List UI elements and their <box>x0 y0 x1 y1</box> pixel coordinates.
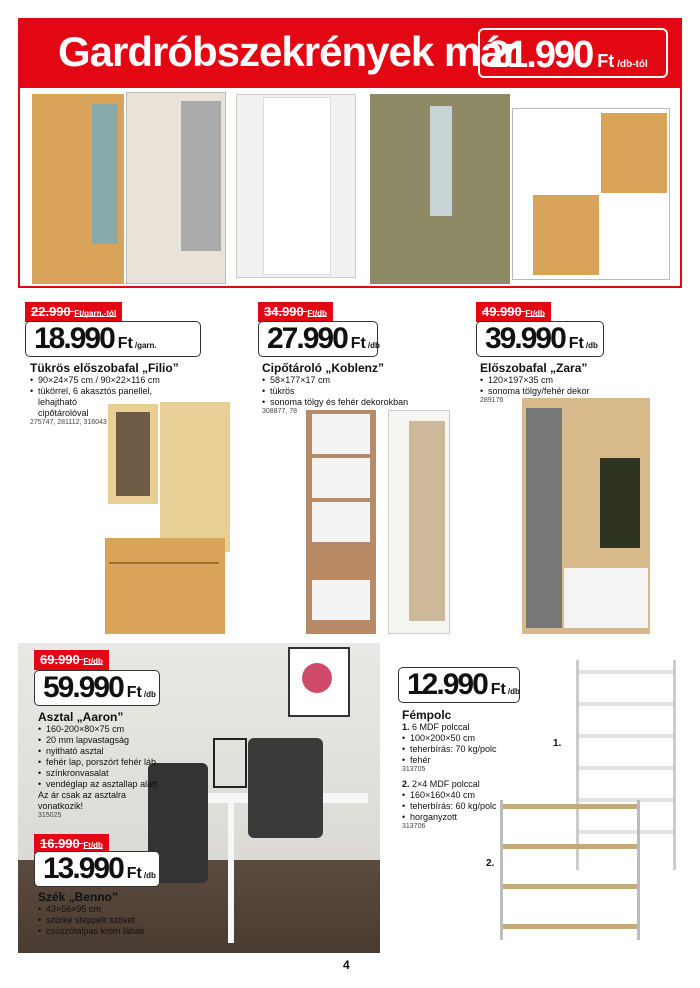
spec-item: • csúszótalpas króm lábak <box>38 926 178 937</box>
header-unit: /db-tól <box>617 59 648 70</box>
benno-price <box>34 851 160 887</box>
product-title: Asztal „Aaron” <box>38 710 124 724</box>
variant-1-heading <box>402 722 522 733</box>
spec-item: • 100×200×50 cm <box>402 733 522 744</box>
wardrobe-image-5 <box>512 108 670 280</box>
header-title: Gardróbszekrények már <box>58 28 518 75</box>
price-unit: /db <box>367 341 380 350</box>
koblenz-price <box>258 321 378 357</box>
spec-item: • teherbírás: 60 kg/polc <box>402 801 522 812</box>
filio-old-price <box>25 302 122 322</box>
price-unit: /db <box>143 871 156 880</box>
shelf-image-label-1: 1. <box>553 738 562 749</box>
spec-item: • 160-200×80×75 cm <box>38 724 178 735</box>
page-number: 4 <box>343 958 350 972</box>
spec-item: • fehér <box>402 755 522 766</box>
spec-item: • 58×177×17 cm <box>262 375 462 386</box>
price-currency: Ft <box>117 335 133 352</box>
spec-item: • horganyzott <box>402 812 522 823</box>
old-price-unit: Ft/db <box>83 657 103 666</box>
price-value: 27.990 <box>267 322 347 355</box>
variant-2-heading <box>402 779 522 790</box>
old-price-value: 22.990 <box>31 304 71 319</box>
filio-hook-panel-image <box>160 402 230 552</box>
shelf-image-label-2: 2. <box>486 858 495 869</box>
price-unit: /db <box>507 687 520 696</box>
spec-item: • 43×56×95 cm <box>38 904 178 915</box>
product-title: Cipőtároló „Koblenz” <box>262 361 384 375</box>
variant-name: 6 MDF polccal <box>412 722 470 732</box>
spec-item: • sonoma tölgy/fehér dekor <box>480 386 680 397</box>
spec-item: • tükörrel, 6 akasztós panellel, <box>30 386 230 397</box>
spec-item: • színkronvasalat <box>38 768 178 779</box>
zara-old-price <box>476 302 551 322</box>
price-currency: Ft <box>568 335 584 352</box>
old-price-unit: Ft/db <box>307 309 327 318</box>
product-title: Fémpolc <box>402 708 452 722</box>
koblenz-info <box>262 361 462 415</box>
spec-item: lehajtható <box>38 397 78 407</box>
product-code: 313705 <box>402 766 426 773</box>
spec-item: • vendéglap az asztallap alatt <box>38 779 178 790</box>
spec-item: • 90×24×75 cm / 90×22×116 cm <box>30 375 230 386</box>
spec-item: • sonoma tölgy és fehér dekorokban <box>262 397 462 408</box>
spec-list <box>38 724 178 812</box>
spec-item: • tükrös <box>262 386 462 397</box>
variant-name: 2×4 MDF polccal <box>412 779 480 789</box>
wardrobe-image-1 <box>32 94 124 284</box>
wardrobe-image-3 <box>236 94 356 278</box>
spec-list <box>480 375 680 397</box>
filio-mirror-image <box>108 404 158 504</box>
variant-label: 2. <box>402 779 410 789</box>
spec-item: • nyitható asztal <box>38 746 178 757</box>
koblenz-cabinet-image <box>306 410 376 634</box>
price-value: 18.990 <box>34 322 114 355</box>
product-title: Szék „Benno” <box>38 890 119 904</box>
product-code: 308877, 78 <box>262 408 298 415</box>
aaron-info <box>38 710 178 819</box>
spec-item: • 20 mm lapvastagság <box>38 735 178 746</box>
price-currency: Ft <box>350 335 366 352</box>
product-code: 289176 <box>480 397 504 404</box>
spec-item: Az ár csak az asztalra <box>38 790 127 800</box>
spec-list <box>38 904 178 937</box>
aaron-old-price <box>34 650 109 670</box>
old-price-unit: Ft/garn.-tól <box>74 309 117 318</box>
zara-wall-image <box>522 398 650 634</box>
spec-item: • 160×160×40 cm <box>402 790 522 801</box>
price-value: 39.990 <box>485 322 565 355</box>
benno-info <box>38 890 178 944</box>
product-title: Tükrös előszobafal „Filio” <box>30 361 179 375</box>
old-price-value: 49.990 <box>482 304 522 319</box>
price-unit: /db <box>585 341 598 350</box>
shelf-price <box>398 667 520 703</box>
lantern-image <box>213 738 247 788</box>
header-price-box <box>478 28 668 78</box>
header-banner <box>18 18 682 88</box>
aaron-price <box>34 670 160 706</box>
spec-item: • fehér lap, porszórt fehér láb <box>38 757 178 768</box>
price-currency: Ft <box>490 681 506 698</box>
spec-item: • szürke steppelt szövet <box>38 915 178 926</box>
price-unit: /garn. <box>134 341 157 350</box>
price-value: 13.990 <box>43 852 123 885</box>
chair-image <box>248 738 323 838</box>
product-title: Előszobafal „Zara” <box>480 361 588 375</box>
old-price-unit: Ft/db <box>525 309 545 318</box>
header-price: 21.990 <box>488 34 593 76</box>
price-currency: Ft <box>126 865 142 882</box>
spec-item: vonatkozik! <box>38 801 84 811</box>
spec-list <box>402 733 522 766</box>
product-code: 315024 <box>38 937 62 944</box>
header-currency: Ft <box>597 51 615 71</box>
variant-label: 1. <box>402 722 410 732</box>
table-leg <box>228 803 234 943</box>
old-price-value: 16.990 <box>40 836 80 851</box>
spec-item: cipőtárolóval <box>38 408 89 418</box>
spec-item: • 120×197×35 cm <box>480 375 680 386</box>
spec-list <box>262 375 462 408</box>
old-price-unit: Ft/db <box>83 841 103 850</box>
wardrobe-banner <box>18 88 682 288</box>
product-code: 275747, 281112, 316043 <box>30 419 107 426</box>
koblenz-old-price <box>258 302 333 322</box>
old-price-value: 34.990 <box>264 304 304 319</box>
price-value: 59.990 <box>43 671 123 704</box>
product-code: 315025 <box>38 812 62 819</box>
price-value: 12.990 <box>407 668 487 701</box>
wardrobe-image-2 <box>126 92 226 284</box>
filio-price <box>25 321 201 357</box>
filio-cabinet-image <box>105 538 225 634</box>
spec-item: • teherbírás: 70 kg/polc <box>402 744 522 755</box>
koblenz-mirror-image <box>388 410 450 634</box>
price-unit: /db <box>143 690 156 699</box>
wardrobe-image-4 <box>370 94 510 284</box>
price-currency: Ft <box>126 684 142 701</box>
wall-art-image <box>288 647 350 717</box>
shelf-image-2 <box>500 800 640 940</box>
product-code: 313706 <box>402 823 426 830</box>
zara-price <box>476 321 604 357</box>
old-price-value: 69.990 <box>40 652 80 667</box>
